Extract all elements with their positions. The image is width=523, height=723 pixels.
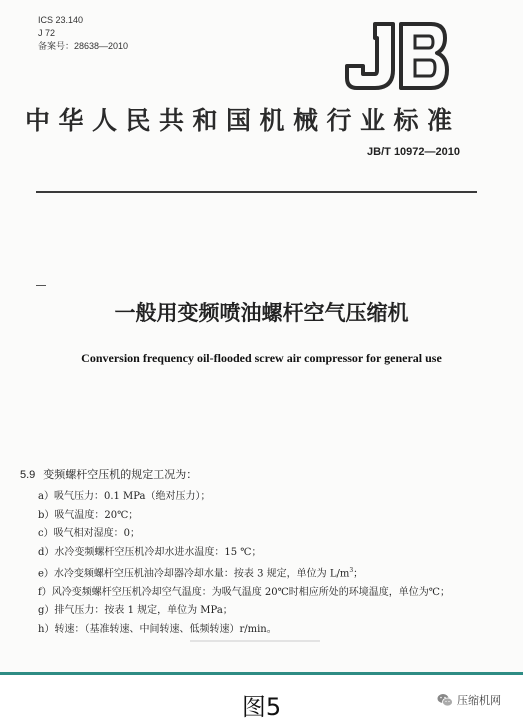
issuing-agency-title: 中华人民共和国机械行业标准 xyxy=(25,106,461,135)
clause-item: f）风冷变频螺杆空压机冷却空气温度：为吸气温度 20℃时相应所处的环境温度，单位为℃； xyxy=(38,586,450,598)
svg-text:JB: JB xyxy=(397,82,398,83)
wechat-icon xyxy=(437,693,453,707)
clause-item: e）水冷变频螺杆空压机油冷却器冷却水量：按表 3 规定，单位为 $L/m^3$； xyxy=(38,567,364,580)
teal-divider xyxy=(0,672,523,675)
clause-item-list xyxy=(38,488,513,639)
title-chinese: 一般用变频喷油螺杆空气压缩机 xyxy=(114,301,409,325)
clause-item: g）排气压力：按表 1 规定，单位为 MPa； xyxy=(38,605,233,617)
clause-item: c）吸气相对湿度：0； xyxy=(38,528,140,539)
faded-text-line xyxy=(190,640,320,642)
clause-item: d）水冷变频螺杆空压机冷却水进水温度：15 ℃； xyxy=(38,546,262,558)
header-divider xyxy=(36,191,477,193)
clause-heading-text: 变频螺杆空压机的规定工况为： xyxy=(43,468,198,481)
standard-number: JB/T 10972—2010 xyxy=(367,146,460,158)
title-english: Conversion frequency oil-flooded screw air compressor for general use xyxy=(81,351,442,365)
ics-code: ICS 23.140 xyxy=(38,15,84,25)
clause-heading xyxy=(20,466,197,482)
watermark xyxy=(437,692,501,708)
watermark-label: 压缩机网 xyxy=(457,694,501,707)
classification-block xyxy=(38,14,128,53)
clause-item: b）吸气温度：20℃； xyxy=(38,509,139,521)
jb-logo xyxy=(345,22,449,90)
figure-caption: 图5 xyxy=(241,693,282,721)
clause-item: a）吸气压力：0.1 MPa（绝对压力）； xyxy=(38,491,211,502)
clause-number: 5.9 xyxy=(20,469,36,481)
clause-item: h）转速：（基准转速、中间转速、低频转速）r/min。 xyxy=(38,623,277,635)
record-number: 备案号：28638—2010 xyxy=(38,41,129,51)
small-dash xyxy=(36,285,46,286)
category-code: J 72 xyxy=(38,28,56,38)
